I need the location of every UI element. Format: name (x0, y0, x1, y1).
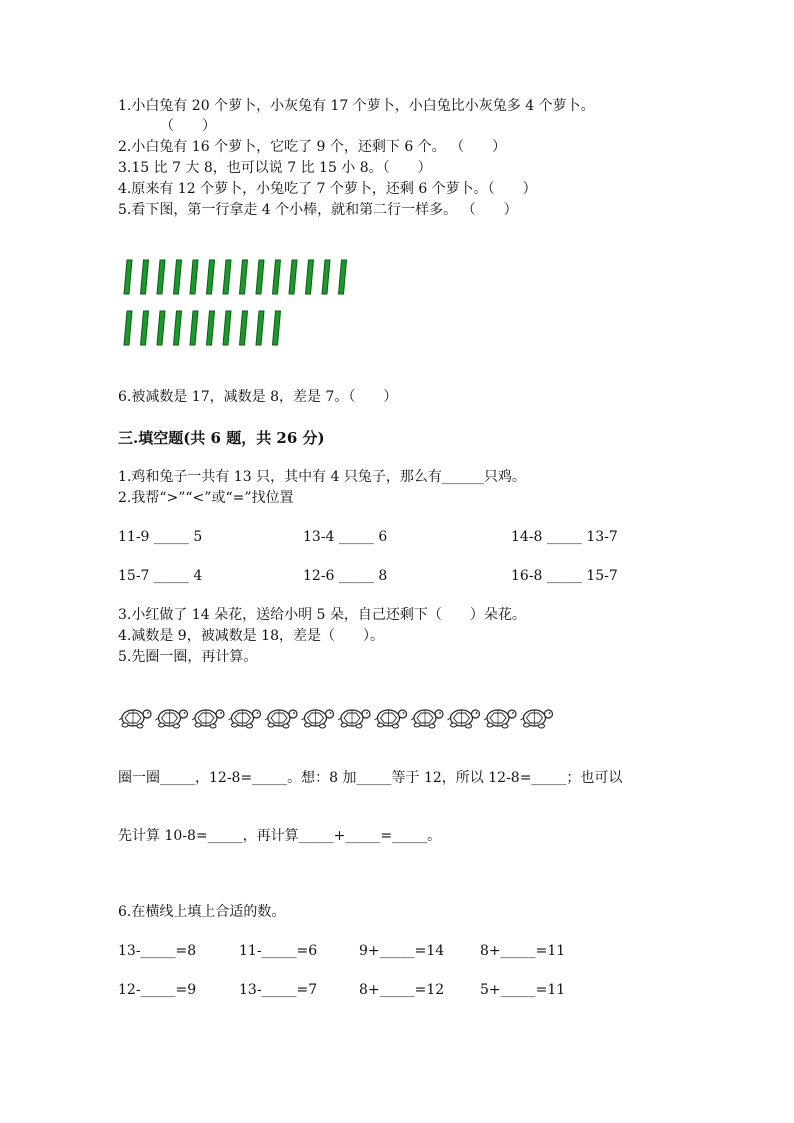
sticks-row-2 (118, 309, 368, 347)
question-3: 3.15 比 7 大 8，也可以说 7 比 15 小 8。（ ） (118, 160, 432, 176)
counting-stick (207, 311, 215, 345)
counting-stick (174, 260, 182, 294)
question-4: 4.原来有 12 个萝卜，小兔吃了 7 个萝卜，还剩 6 个萝卜。（ ） (118, 181, 537, 197)
turtle-icon (302, 710, 334, 728)
counting-stick (306, 260, 314, 294)
blank-item: 11-_____=6 (239, 943, 318, 959)
turtle-icon (229, 710, 261, 728)
counting-stick (240, 311, 248, 345)
turtle-icon (411, 710, 443, 728)
sticks-row-1 (118, 258, 368, 296)
counting-stick (223, 311, 231, 345)
compare-item: 14-8 _____ 13-7 (511, 529, 618, 545)
section-heading: 三.填空题(共 6 题，共 26 分) (118, 429, 325, 447)
counting-stick (157, 260, 165, 294)
turtle-icon (484, 710, 516, 728)
counting-stick (256, 260, 264, 294)
circle-calc-line-2: 先计算 10-8=_____，再计算_____+_____=_____。 (118, 828, 442, 844)
turtle-icon (338, 710, 370, 728)
turtle-row (118, 701, 588, 731)
question-5: 5.看下图，第一行拿走 4 个小棒，就和第二行一样多。 （ ） (118, 202, 518, 218)
compare-item: 13-4 _____ 6 (303, 529, 388, 545)
counting-stick (124, 311, 132, 345)
counting-stick (273, 311, 281, 345)
compare-item: 11-9 _____ 5 (118, 529, 203, 545)
counting-stick (322, 260, 330, 294)
counting-stick (174, 311, 182, 345)
question-6: 6.被减数是 17，减数是 8，差是 7。（ ） (118, 389, 398, 405)
counting-stick (289, 260, 297, 294)
counting-stick (141, 260, 149, 294)
blank-item: 5+_____=11 (480, 982, 566, 998)
counting-stick (124, 260, 132, 294)
compare-item: 15-7 _____ 4 (118, 568, 203, 584)
question-1: 1.小白兔有 20 个萝卜，小灰兔有 17 个萝卜，小白兔比小灰兔多 4 个萝卜。 (118, 98, 595, 114)
counting-stick (256, 311, 264, 345)
turtle-icon (265, 710, 297, 728)
blank-item: 12-_____=9 (118, 982, 197, 998)
turtle-icon (119, 710, 151, 728)
blank-item: 13-_____=8 (118, 943, 197, 959)
fill-question-5: 5.先圈一圈，再计算。 (118, 649, 258, 665)
answer-parens-1: （ ） (160, 118, 216, 134)
counting-stick (157, 311, 165, 345)
counting-stick (273, 260, 281, 294)
turtle-icon (448, 710, 480, 728)
question-2: 2.小白兔有 16 个萝卜，它吃了 9 个，还剩下 6 个。 （ ） (118, 139, 507, 155)
fill-question-3: 3.小红做了 14 朵花，送给小明 5 朵，自己还剩下（ ）朵花。 (118, 607, 526, 623)
circle-calc-line-1: 圈一圈_____，12-8=_____。想：8 加_____等于 12，所以 12-8=_____；也可以 (118, 770, 623, 786)
counting-stick (223, 260, 231, 294)
counting-stick (141, 311, 149, 345)
counting-stick (190, 260, 198, 294)
fill-question-6: 6.在横线上填上合适的数。 (118, 904, 286, 920)
fill-question-4: 4.减数是 9，被减数是 18，差是（ ）。 (118, 628, 384, 644)
blank-item: 13-_____=7 (239, 982, 318, 998)
blank-item: 9+_____=14 (359, 943, 445, 959)
turtle-icon (156, 710, 188, 728)
blank-item: 8+_____=12 (359, 982, 445, 998)
counting-stick (190, 311, 198, 345)
blank-item: 8+_____=11 (480, 943, 566, 959)
turtle-icon (521, 710, 553, 728)
counting-stick (240, 260, 248, 294)
turtle-icon (192, 710, 224, 728)
turtle-icon (375, 710, 407, 728)
counting-stick (207, 260, 215, 294)
fill-question-1: 1.鸡和兔子一共有 13 只，其中有 4 只兔子，那么有______只鸡。 (118, 469, 526, 485)
counting-stick (339, 260, 347, 294)
compare-item: 12-6 _____ 8 (303, 568, 388, 584)
compare-item: 16-8 _____ 15-7 (511, 568, 618, 584)
fill-question-2: 2.我帮“>”“<”或“=”找位置 (118, 490, 294, 506)
